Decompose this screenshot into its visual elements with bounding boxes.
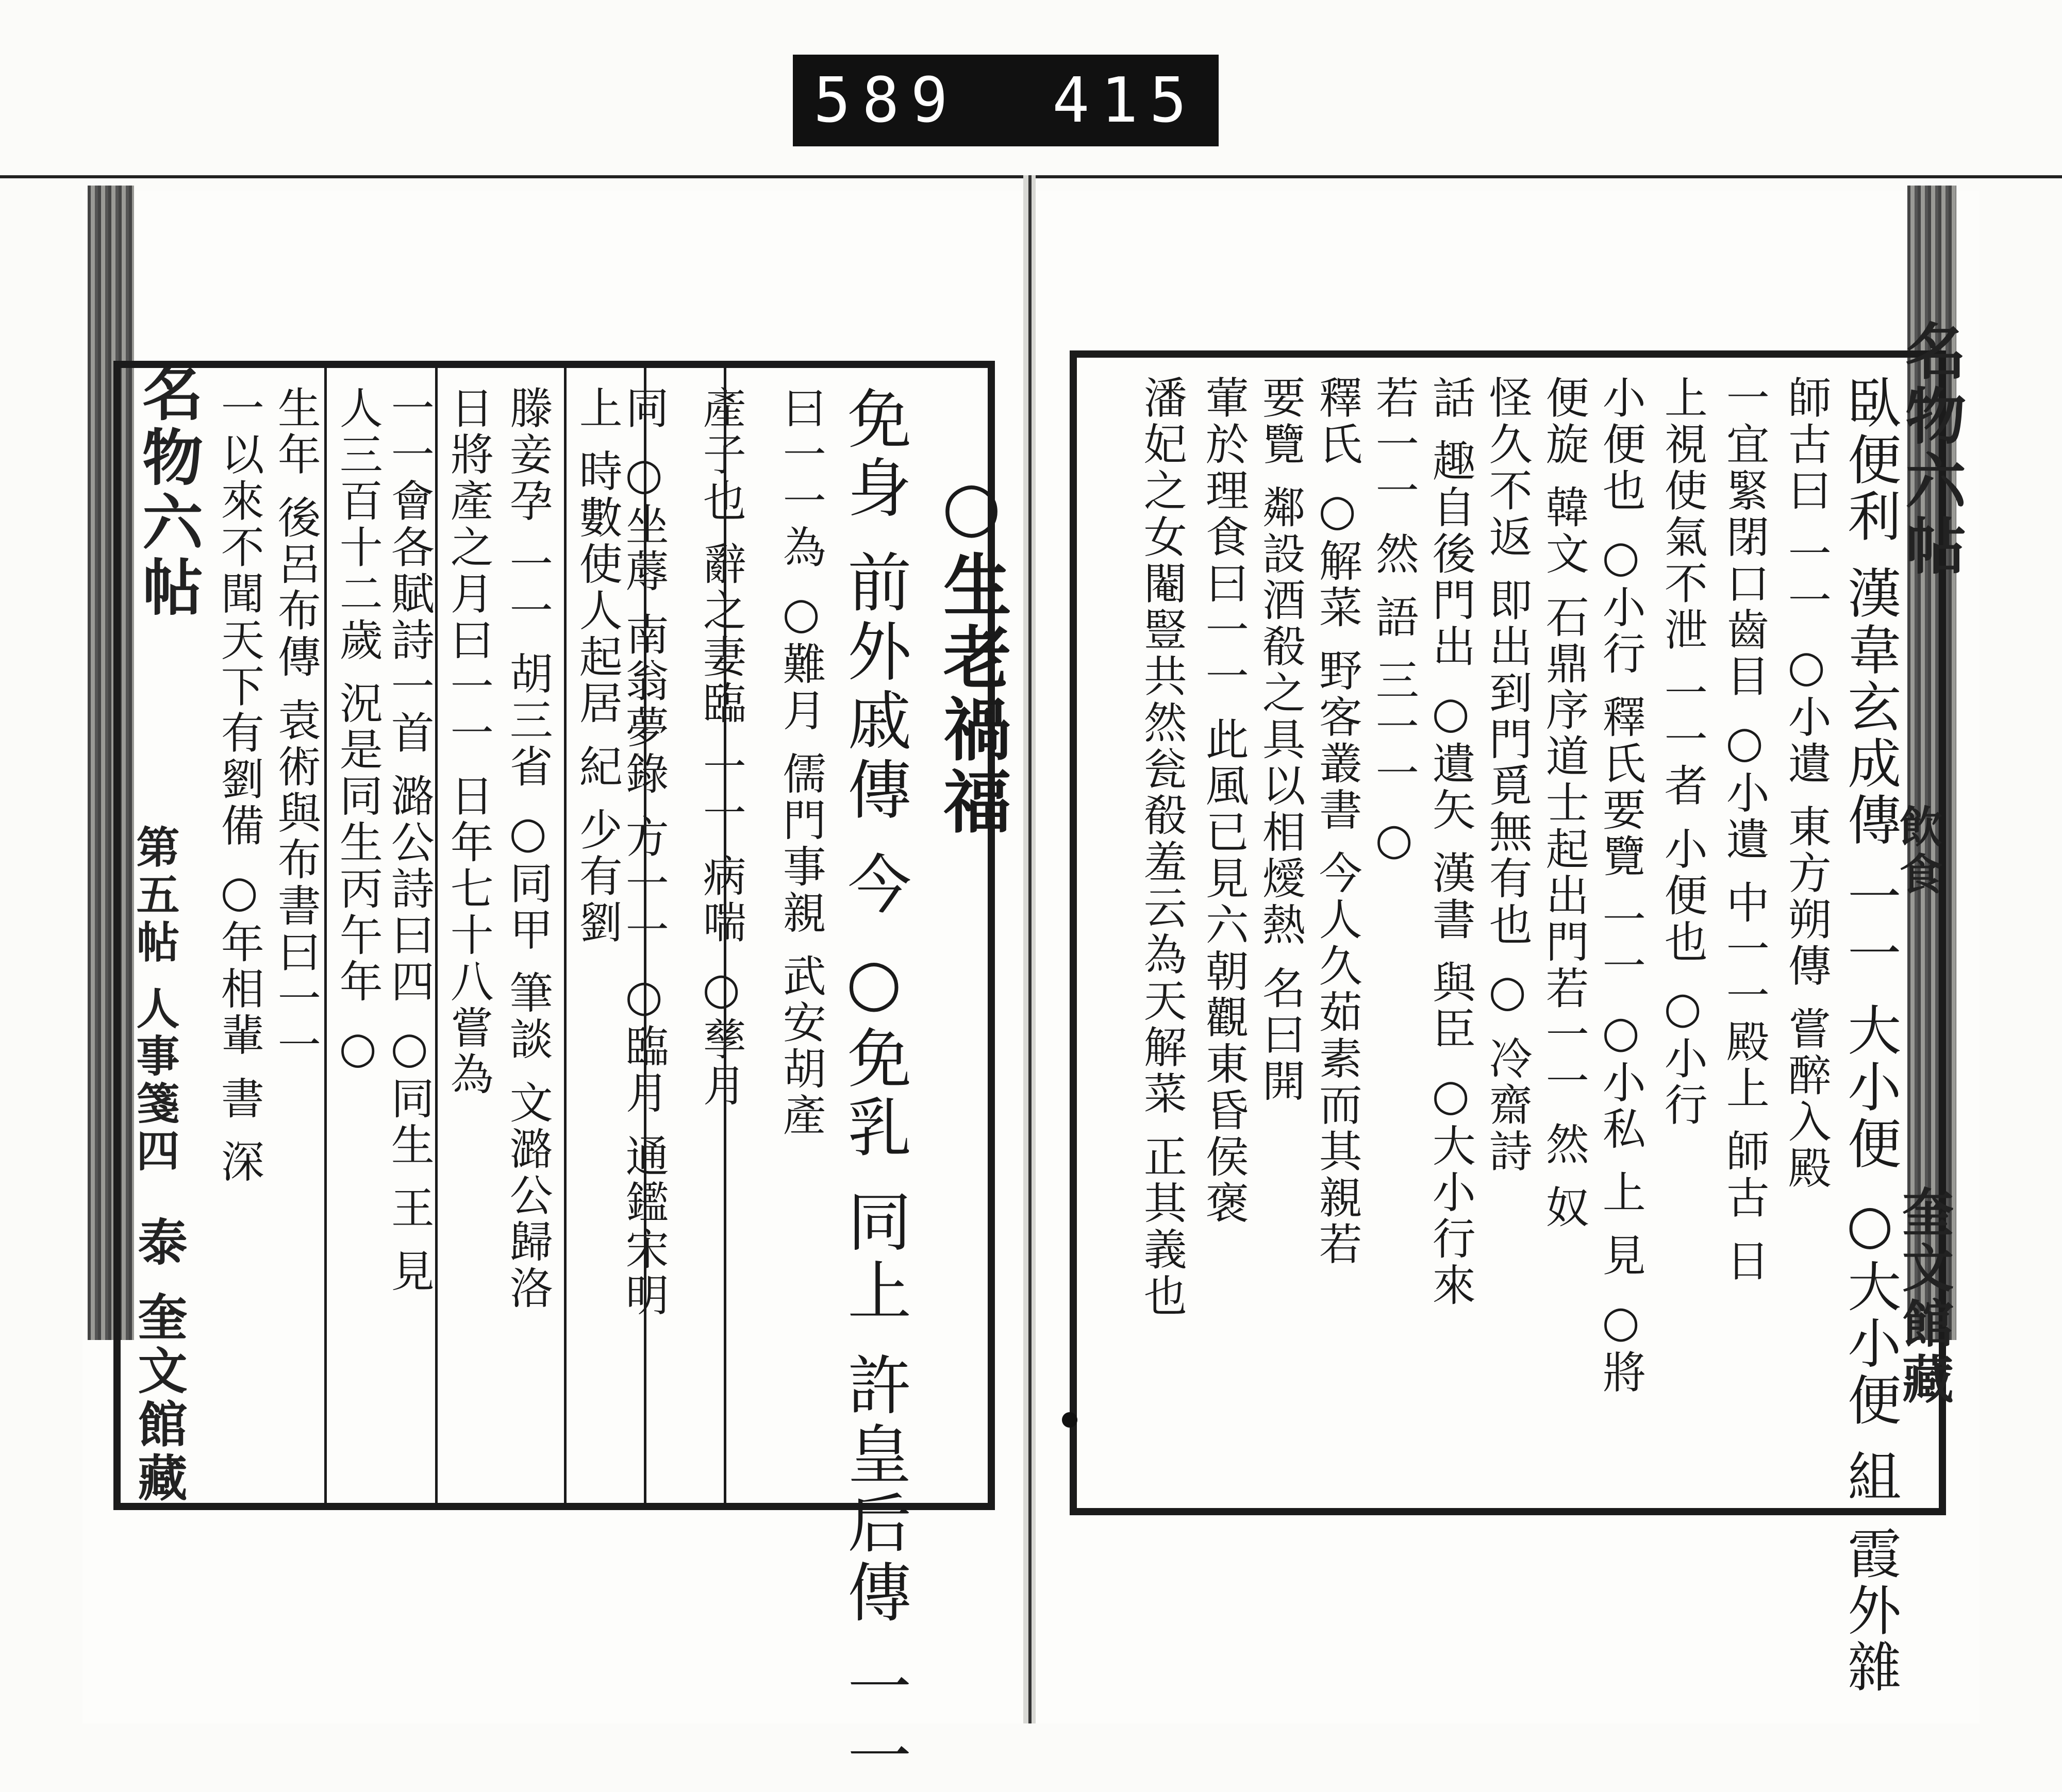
column-rule [564,368,567,1503]
text-column: 若一一 然 語 三一一 ○ [1369,375,1420,867]
left-text-frame [113,361,1011,1792]
section-heading: ○生老禍福 [932,466,1011,839]
catalog-number-tag [793,55,1219,146]
text-column: 葷於理食曰一一 此風已見六朝觀東昏侯褒 [1199,375,1250,1227]
text-column: 滕妾孕 一一 胡三省 ○同甲 筆談 文潞公歸洛 [503,386,554,1312]
text-column: 潘妃之女閹豎共然瓮殽羞云為天解菜 正其義也 [1137,375,1188,1320]
left-margin-subtitle: 第五帖 人事箋四 [129,825,180,1176]
text-column: 一一會各賦詩一首 潞公詩曰四 ○同生 王 見 [384,386,435,1295]
text-column: 一以來不聞天下有劉備 ○年相輩 書 深 [214,386,265,1186]
text-column: 師古曰 一一 ○小遺 東方朔傳 嘗醉入殿 [1781,375,1832,1192]
left-margin-publisher: 泰 奎文館藏 [130,1216,188,1506]
text-column: 便旋 韓文 石鼎序道士起出門若一一 然 奴 [1539,375,1590,1231]
spine-line [1028,175,1032,1723]
ink-speck [1062,1412,1077,1428]
text-column: 日將產之月曰一一 日年七十八嘗為 [443,386,494,1098]
left-margin-title: 名物六帖 [132,361,204,621]
right-margin-publisher: 奎文館藏 [1893,1185,1954,1408]
catalog-number-left: 589 [813,64,959,137]
text-column: 免身 前外戚傳 今 ○免乳 同上 許皇后傳 一一 [837,386,911,1792]
text-column: 產子也 辭之妻臨 一一 病喘 ○孳月 [696,386,747,1110]
text-column: 上視使氣不泄 一一者 小便也 ○小行 [1657,375,1708,1129]
text-column: 一宜緊閉口齒目 ○小遺 中一一殿上 師古 日 [1719,375,1770,1285]
text-column: 小便也 ○小行 釋氏要覽 一一 ○小私 上 見 ○將 [1595,375,1647,1396]
right-margin-title: 名物六帖 [1895,320,1967,579]
text-column: 怪久不返 即出到門覓無有也 ○ 冷齋詩 [1482,375,1533,1176]
text-column: 臥便利 漢韋玄成傳 一一 大小便 ○大小便 組 霞外雜 [1838,375,1902,1696]
catalog-number-right: 415 [1052,64,1198,137]
text-column: 釋氏 ○解菜 野客叢書 今人久茹素而其親若 [1312,375,1363,1268]
text-column: 話 趣自後門出 ○遺矢 漢書 與臣 ○大小行來 [1425,375,1476,1309]
text-column: 上 時數使人起居 紀 少有劉 [572,386,623,947]
text-column: 生年 後呂布傳 袁術與布書曰一一 [271,386,322,1069]
text-column: 同 ○坐蓐 南翁夢錄 方一一 ○臨月 通鑑宋明 [619,386,670,1319]
text-column: 曰一一為 ○難月 儒門事親 武安胡產 [776,386,827,1140]
text-column: 人三百十二歲 況是同生丙午年 ○ [332,386,384,1076]
text-column: 要覽 鄰設酒殽之具以相燰熱 名曰開 [1255,375,1306,1105]
right-margin-subtitle: 飲食 [1892,804,1943,899]
right-text-frame [1070,350,1946,1696]
column-rule [324,368,327,1503]
